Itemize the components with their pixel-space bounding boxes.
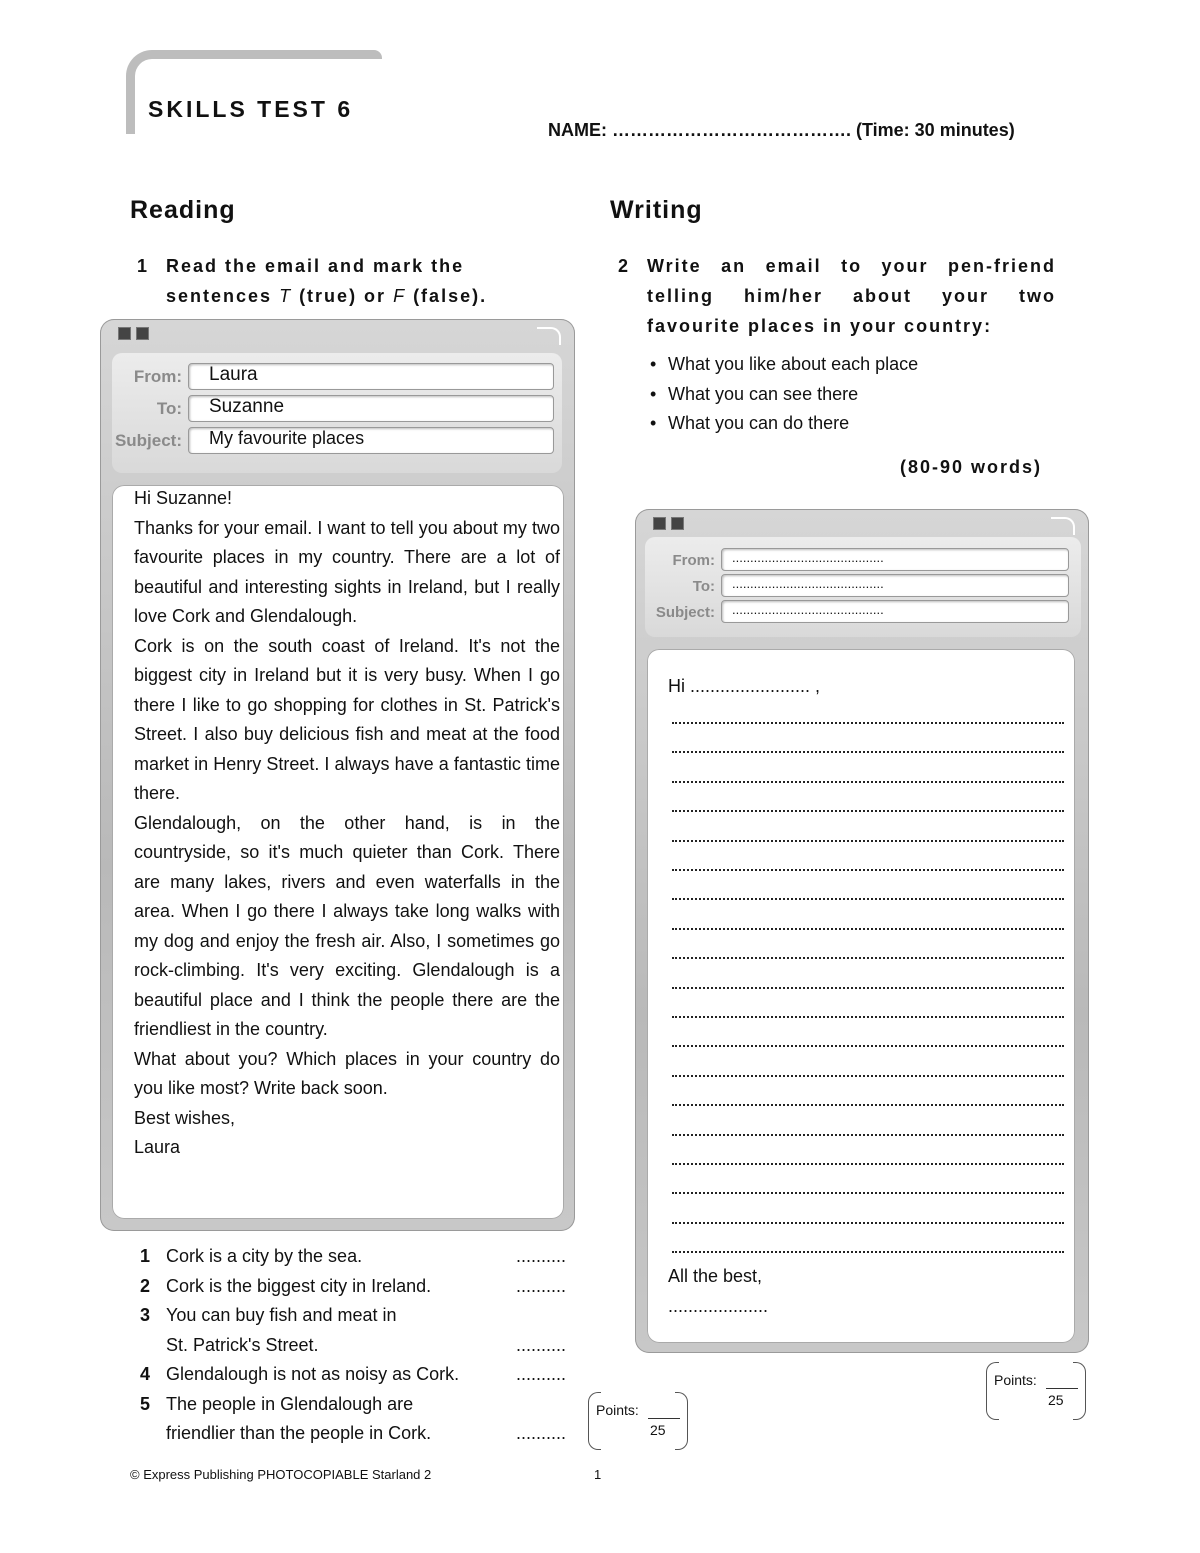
- writing-line[interactable]: [672, 751, 1064, 753]
- points-label: Points:: [994, 1372, 1037, 1388]
- answer-blank[interactable]: ..........: [516, 1275, 567, 1296]
- statement-row: 5 The people in Glendalough are: [140, 1393, 414, 1414]
- writing-task-line1: Write an email to your pen-friend: [647, 256, 1056, 276]
- writing-line[interactable]: [672, 1251, 1064, 1253]
- bullet-item: • What you like about each place: [650, 350, 1050, 380]
- writing-email-window: [635, 509, 1089, 1353]
- email-greeting: Hi Suzanne!: [134, 488, 233, 508]
- writing-line[interactable]: [672, 898, 1064, 900]
- points-blank[interactable]: [648, 1418, 680, 1419]
- subject-field[interactable]: [721, 600, 1069, 623]
- reading-task: [137, 251, 577, 313]
- writing-task-number: 2: [618, 256, 631, 276]
- to-dots: ..........................................: [732, 576, 884, 591]
- reading-task-line2: sentences T (true) or F (false).: [166, 286, 488, 306]
- statement-row-continued: friendlier than the people in Cork. ..........: [140, 1419, 580, 1449]
- email-closing: Best wishes,: [134, 1107, 236, 1128]
- statement-row: 1 Cork is a city by the sea. ..........: [140, 1242, 580, 1272]
- reading-heading: Reading: [130, 196, 236, 224]
- test-title: SKILLS TEST 6: [148, 96, 354, 122]
- to-label: To:: [692, 578, 715, 595]
- name-time-line: NAME: …………………………………. (Time: 30 minutes): [548, 120, 1015, 140]
- writing-task-text: [647, 251, 1056, 311]
- points-label: Points:: [596, 1402, 639, 1418]
- subject-dots: ..........................................: [732, 602, 884, 617]
- from-field: [188, 363, 554, 390]
- reading-email-body: [134, 484, 560, 1163]
- from-label: From:: [133, 367, 182, 386]
- email-paragraph-2: Cork is on the south coast of Ireland. It's not the biggest city in Ireland but it is very busy. When I go there I like to go shopping for clothes in St. Patrick's Street. I also buy delicious fish and meat at the food market in Henry Street. I always have a fantastic time there.: [134, 635, 560, 803]
- writing-closing: All the best,: [668, 1266, 763, 1286]
- writing-line[interactable]: [672, 1075, 1064, 1077]
- points-max: 25: [650, 1422, 666, 1438]
- writing-line[interactable]: [672, 781, 1064, 783]
- from-dots: ..........................................: [732, 550, 884, 565]
- writing-line[interactable]: [672, 1016, 1064, 1018]
- from-value: Laura: [209, 364, 258, 385]
- page-number: 1: [594, 1467, 602, 1482]
- reading-task-line1: Read the email and mark the: [166, 256, 465, 276]
- points-max: 25: [1048, 1392, 1064, 1408]
- answer-blank[interactable]: ..........: [516, 1334, 567, 1355]
- reading-task-number: 1: [137, 256, 150, 276]
- writing-line[interactable]: [672, 869, 1064, 871]
- email-header-panel: [112, 353, 562, 473]
- writing-line[interactable]: [672, 987, 1064, 989]
- true-false-statements: [140, 1242, 580, 1449]
- statement-row: 3 You can buy fish and meat in: [140, 1305, 397, 1325]
- bullet-item: • What you can do there: [650, 409, 1050, 439]
- writing-line[interactable]: [672, 957, 1064, 959]
- writing-bullet-list: [650, 350, 1050, 439]
- from-field[interactable]: [721, 548, 1069, 571]
- writing-line[interactable]: [672, 840, 1064, 842]
- writing-task-line2: telling him/her about your two: [647, 286, 1056, 306]
- window-corner-icon: [1051, 517, 1075, 535]
- writing-points-box: [986, 1362, 1086, 1418]
- bullet-item: • What you can see there: [650, 380, 1050, 410]
- writing-greeting: Hi ........................ ,: [668, 676, 821, 696]
- to-value: Suzanne: [209, 396, 285, 417]
- statement-row-continued: St. Patrick's Street. ..........: [140, 1331, 580, 1361]
- statement-row: 2 Cork is the biggest city in Ireland. ..........: [140, 1272, 580, 1302]
- window-button-icon: [653, 517, 666, 530]
- writing-line[interactable]: [672, 810, 1064, 812]
- writing-task-line3: favourite places in your country:: [647, 316, 993, 336]
- reading-task-text: [166, 251, 487, 311]
- writing-line[interactable]: [672, 1163, 1064, 1165]
- email-paragraph-4: What about you? Which places in your country do you like most? Write back soon.: [134, 1048, 560, 1098]
- subject-label: Subject:: [114, 431, 182, 450]
- word-count: (80-90 words): [900, 457, 1043, 477]
- window-button-icon: [136, 327, 149, 340]
- writing-line[interactable]: [672, 928, 1064, 930]
- points-blank[interactable]: [1046, 1388, 1078, 1389]
- subject-value: My favourite places: [209, 428, 365, 448]
- to-field: [188, 395, 554, 422]
- copyright-footer: © Express Publishing PHOTOCOPIABLE Starland 2: [130, 1467, 432, 1482]
- answer-blank[interactable]: ..........: [516, 1364, 567, 1384]
- subject-field: [188, 427, 554, 454]
- email-signature: Laura: [134, 1137, 181, 1157]
- reading-points-box: [588, 1392, 688, 1448]
- email-paragraph-1: Thanks for your email. I want to tell you about my two favourite places in my country. There are a lot of beautiful and interesting sights in Ireland, but I really love Cork and Glendalough.: [134, 517, 560, 626]
- writing-line[interactable]: [672, 722, 1064, 724]
- writing-signature-blank[interactable]: ....................: [668, 1296, 769, 1316]
- answer-blank[interactable]: ..........: [516, 1246, 567, 1266]
- to-label: To:: [156, 399, 182, 418]
- to-field[interactable]: [721, 574, 1069, 597]
- writing-line[interactable]: [672, 1104, 1064, 1106]
- writing-line[interactable]: [672, 1222, 1064, 1224]
- window-corner-icon: [537, 327, 561, 345]
- email-header-panel: [645, 537, 1081, 637]
- writing-heading: Writing: [610, 196, 703, 224]
- window-button-icon: [671, 517, 684, 530]
- window-button-icon: [118, 327, 131, 340]
- writing-line[interactable]: [672, 1045, 1064, 1047]
- statement-row: 4 Glendalough is not as noisy as Cork. ..........: [140, 1360, 580, 1390]
- subject-label: Subject:: [655, 604, 715, 621]
- writing-line[interactable]: [672, 1192, 1064, 1194]
- writing-task: [618, 251, 1058, 343]
- writing-line[interactable]: [672, 1134, 1064, 1136]
- email-paragraph-3: Glendalough, on the other hand, is in the countryside, so it's much quieter than Cork. There are many lakes, rivers and even waterfalls in the area. When I go there I always take long walks with my dog and enjoy the fresh air. Also, I sometimes go rock-climbing. It's very exciting. Glendalough is a beautiful place and I think the people there are the friendliest in the country.: [134, 812, 560, 1039]
- answer-blank[interactable]: ..........: [516, 1423, 567, 1443]
- from-label: From:: [672, 552, 715, 569]
